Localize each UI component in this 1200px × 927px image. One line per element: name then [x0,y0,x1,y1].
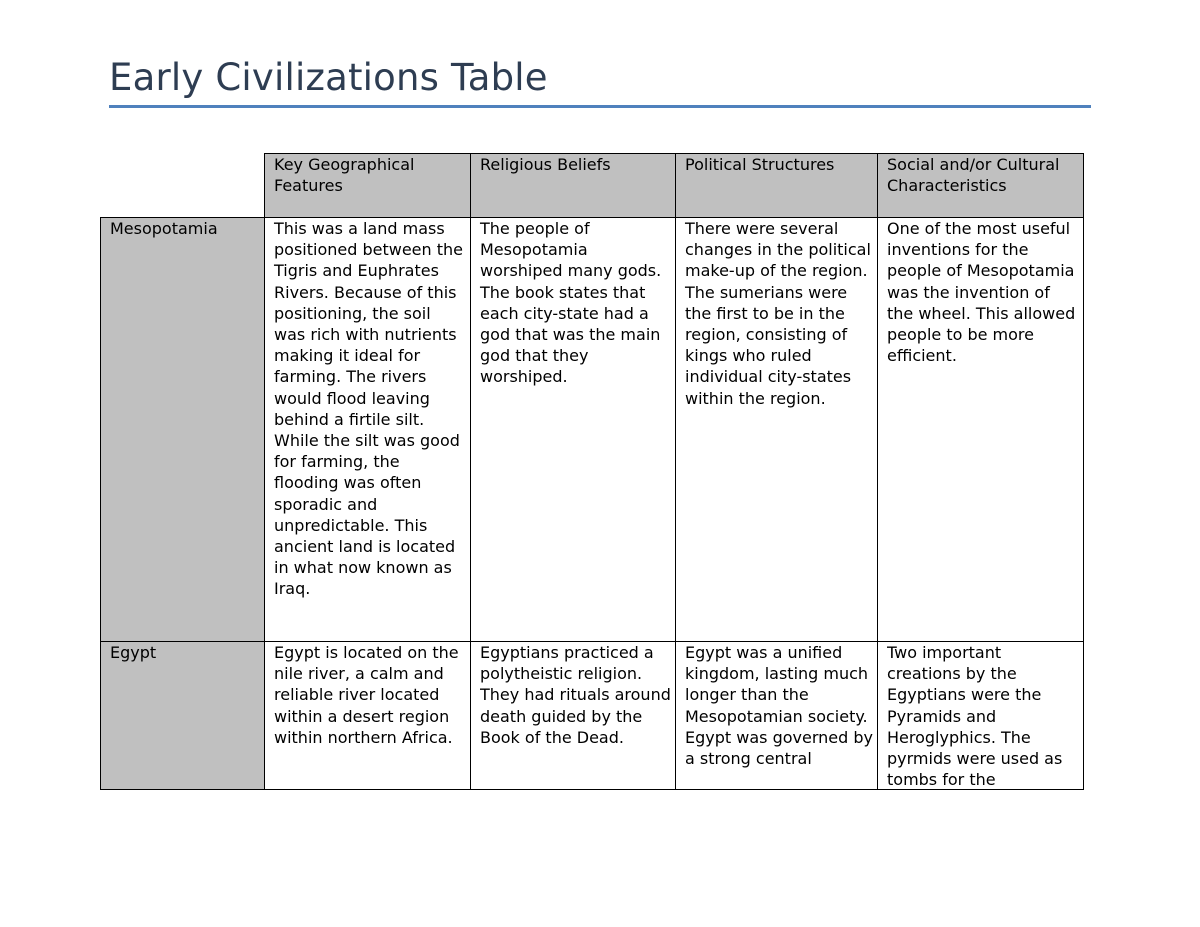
column-header-religion: Religious Beliefs [471,154,676,218]
empty-corner-cell [101,154,265,218]
table-row [101,218,1084,642]
row-header-egypt [101,642,265,790]
column-header-geography: Key Geographical Features [265,154,471,218]
table-cell: The people of Mesopotamia worshiped many gods. The book states that each city-state had a god that was the main god that they worshiped. [471,218,676,642]
column-header-politics: Political Structures [676,154,878,218]
table-cell [878,642,1084,790]
table-row [101,642,1084,790]
cell-text: Egypt was a unified kingdom, lasting much longer than the Mesopotamian society. Egypt was governed by a strong central [685,643,873,769]
table-cell [471,642,676,790]
table-cell: One of the most useful inventions for the people of Mesopotamia was the invention of the wheel. This allowed people to be more efficient. [878,218,1084,642]
cell-text: Egyptians practiced a polytheistic religion. They had rituals around death guided by the Book of the Dead. [480,643,671,747]
column-header-social: Social and/or Cultural Characteristics [878,154,1084,218]
table-cell [265,642,471,790]
cell-text: Egypt [110,643,157,662]
cell-text: Two important creations by the Egyptians were the Pyramids and Heroglyphics. The pyrmids were used as tombs for the [887,643,1063,789]
cell-text: Egypt is located on the nile river, a calm and reliable river located within a desert region within northern Africa. [274,643,459,747]
table-header-row [101,154,1084,218]
title-underline [109,105,1091,108]
page-title: Early Civilizations Table [109,56,548,99]
table-cell [676,642,878,790]
civilizations-table [100,153,1084,790]
table-cell: There were several changes in the political make-up of the region. The sumerians were the first to be in the region, consisting of kings who ruled individual city-states within the region. [676,218,878,642]
table-cell: This was a land mass positioned between the Tigris and Euphrates Rivers. Because of this positioning, the soil was rich with nutrients making it ideal for farming. The rivers would flood leaving behind a firtile silt. While the silt was good for farming, the flooding was often sporadic and unpredictable. This ancient land is located in what now known as Iraq. [265,218,471,642]
row-header-mesopotamia: Mesopotamia [101,218,265,642]
